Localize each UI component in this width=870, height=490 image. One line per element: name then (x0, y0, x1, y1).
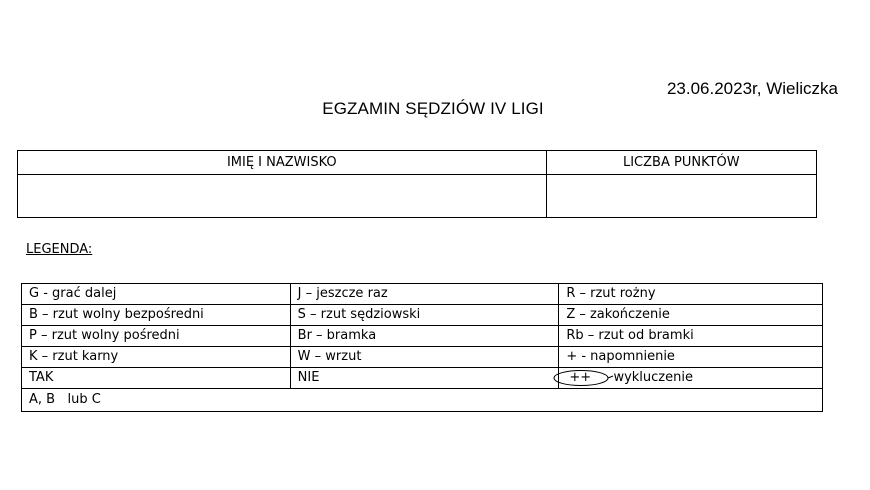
name-column-header: IMIĘ I NAZWISKO (18, 151, 547, 175)
legend-cell-no: NIE (290, 368, 559, 389)
name-field[interactable] (18, 175, 547, 218)
legend-row (22, 305, 823, 326)
exam-title (0, 99, 870, 119)
legend-row (22, 284, 823, 305)
exclusion-text: wykluczenie (613, 370, 693, 385)
exam-title-text: EGZAMIN SĘDZIÓW IV LIGI (322, 99, 544, 118)
legend-cell: Br – bramka (290, 326, 559, 347)
identity-table (17, 150, 817, 218)
legend-row (22, 347, 823, 368)
legend-cell-yes: TAK (22, 368, 291, 389)
legend-row-answers (22, 389, 823, 412)
legend-cell: + - napomnienie (559, 347, 823, 368)
legend-cell: P – rzut wolny pośredni (22, 326, 291, 347)
identity-input-row (18, 175, 817, 218)
legend-cell-exclusion (559, 368, 823, 389)
legend-row (22, 368, 823, 389)
legend-cell: K – rzut karny (22, 347, 291, 368)
legend-cell: R – rzut rożny (559, 284, 823, 305)
legend-table (21, 283, 823, 412)
legend-cell: G - grać dalej (22, 284, 291, 305)
date-location: 23.06.2023r, Wieliczka (666, 79, 838, 98)
exclusion-symbol: ++ (569, 369, 592, 385)
legend-row (22, 326, 823, 347)
legend-cell: Z – zakończenie (559, 305, 823, 326)
legend-cell: W – wrzut (290, 347, 559, 368)
legend-cell: S – rzut sędziowski (290, 305, 559, 326)
points-column-header: LICZBA PUNKTÓW (546, 151, 816, 175)
answer-options: A, B lub C (22, 389, 823, 412)
circled-symbol (552, 370, 612, 386)
legend-cell: B – rzut wolny bezpośredni (22, 305, 291, 326)
legend-cell: Rb – rzut od bramki (559, 326, 823, 347)
legend-heading: LEGENDA: (26, 242, 93, 257)
points-field[interactable] (546, 175, 816, 218)
identity-header-row (18, 151, 817, 175)
legend-cell: J – jeszcze raz (290, 284, 559, 305)
